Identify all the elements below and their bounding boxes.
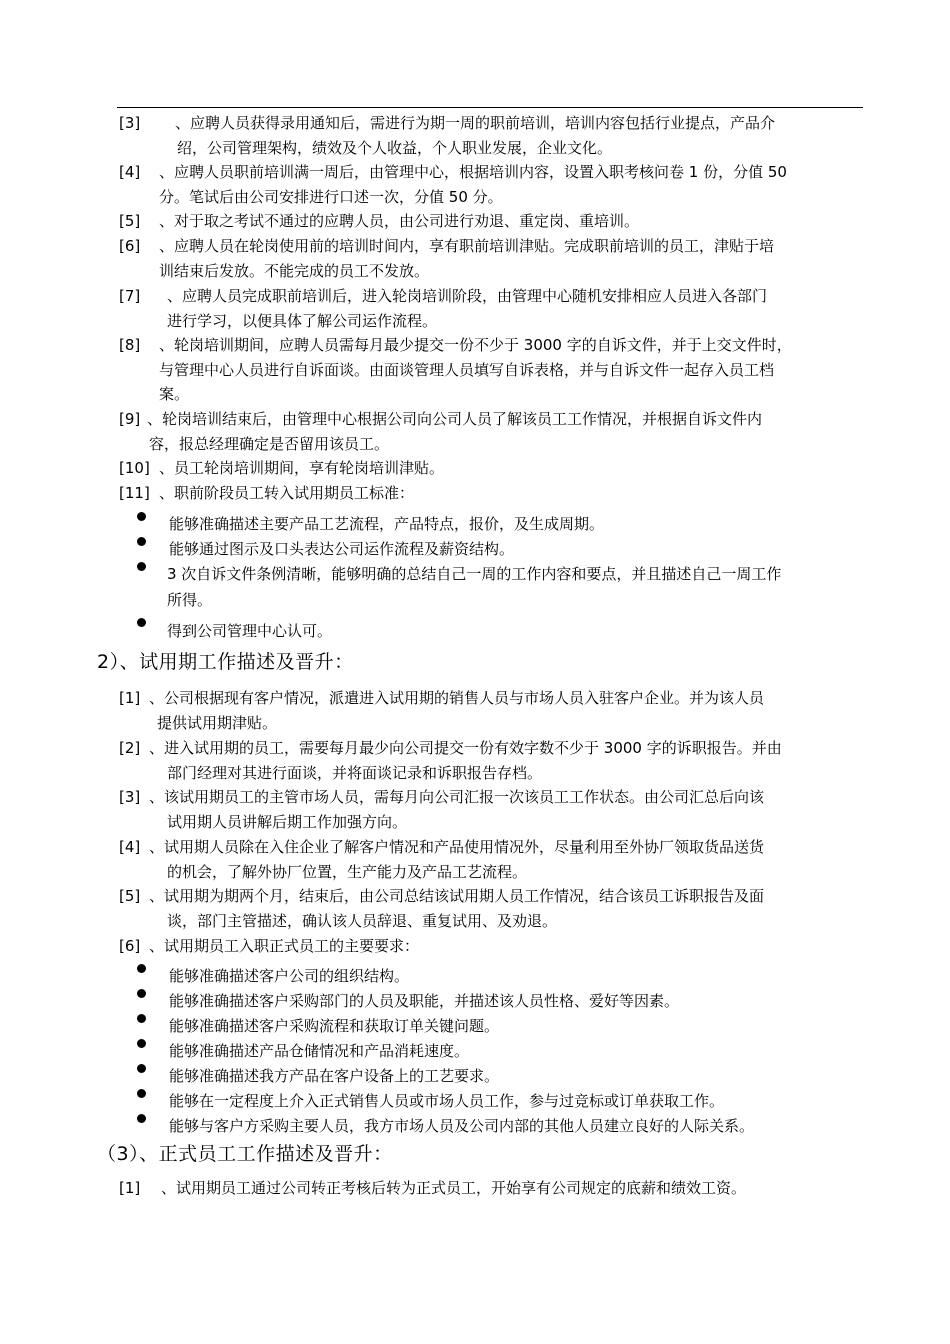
item-text: 训结束后发放。不能完成的员工不发放。 — [159, 261, 430, 280]
bullet-dot — [137, 1089, 146, 1098]
bullet-item: 3 次自诉文件条例清晰，能够明确的总结自己一周的工作内容和要点，并且描述自己一周工作 — [167, 565, 782, 583]
item-number: [5] — [119, 887, 141, 905]
bullet-dot — [137, 1114, 146, 1123]
bullet-item-continued: 所得。 — [167, 591, 213, 609]
bullet-item: 能够准确描述客户采购部门的人员及职能，并描述该人员性格、爱好等因素。 — [169, 992, 680, 1010]
bullet-item: 能够通过图示及口头表达公司运作流程及薪资结构。 — [169, 540, 515, 558]
bullet-item: 能够准确描述客户公司的组织结构。 — [169, 967, 410, 985]
bullet-dot — [137, 989, 146, 998]
item-text: 、试用期为期两个月，结束后，由公司总结该试用期人员工作情况，结合该员工诉职报告及面 — [149, 887, 765, 905]
item-text: 案。 — [159, 385, 190, 403]
bullet-dot — [137, 1064, 146, 1073]
item-number: [7] — [119, 287, 141, 305]
item-text: 、进入试用期的员工，需要每月最少向公司提交一份有效字数不少于 3000 字的诉职报告。并由 — [149, 739, 782, 757]
bullet-item: 得到公司管理中心认可。 — [167, 622, 333, 640]
item-text: 、应聘人员在轮岗使用前的培训时间内，享有职前培训津贴。完成职前培训的员工，津贴于培 — [159, 237, 775, 255]
bullet-dot — [137, 1039, 146, 1048]
bullet-dot — [137, 1014, 146, 1023]
item-text: 、试用期员工入职正式员工的主要要求： — [149, 937, 420, 955]
item-text: 容，报总经理确定是否留用该员工。 — [149, 434, 390, 453]
bullet-item: 能够准确描述我方产品在客户设备上的工艺要求。 — [169, 1067, 500, 1085]
bullet-item: 能够准确描述产品仓储情况和产品消耗速度。 — [169, 1042, 470, 1060]
item-number: [3] — [119, 114, 141, 132]
item-text: 谈，部门主管描述，确认该人员辞退、重复试用、及劝退。 — [167, 911, 558, 930]
item-text: 与管理中心人员进行自诉面谈。由面谈管理人员填写自诉表格，并与自诉文件一起存入员工档 — [159, 360, 775, 379]
item-text: 进行学习，以便具体了解公司运作流程。 — [167, 311, 438, 330]
item-text: 、应聘人员获得录用通知后，需进行为期一周的职前培训，培训内容包括行业提点，产品介 — [175, 114, 776, 132]
item-number: [6] — [119, 237, 141, 255]
item-number: [4] — [119, 838, 141, 856]
item-text: 、职前阶段员工转入试用期员工标准： — [159, 484, 415, 502]
item-text: 、公司根据现有客户情况，派遣进入试用期的销售人员与市场人员入驻客户企业。并为该人员 — [149, 689, 765, 707]
item-number: [10] — [119, 459, 150, 477]
item-number: [1] — [119, 1179, 141, 1197]
item-text: 分。笔试后由公司安排进行口述一次，分值 50 分。 — [159, 187, 503, 206]
item-text: 提供试用期津贴。 — [157, 713, 278, 732]
item-text: 部门经理对其进行面谈，并将面谈记录和诉职报告存档。 — [167, 763, 543, 782]
bullet-item: 能够准确描述客户采购流程和获取订单关键问题。 — [169, 1017, 500, 1035]
item-text: 绍，公司管理架构，绩效及个人收益，个人职业发展，企业文化。 — [177, 138, 613, 157]
item-number: [8] — [119, 336, 141, 354]
item-text: 、试用期人员除在入住企业了解客户情况和产品使用情况外，尽量利用至外协厂领取货品送货 — [149, 838, 765, 856]
item-text: 的机会，了解外协厂位置，生产能力及产品工艺流程。 — [167, 862, 528, 881]
bullet-dot — [137, 964, 146, 973]
bullet-dot — [137, 562, 146, 571]
header-rule — [117, 107, 863, 108]
bullet-dot — [137, 618, 146, 627]
item-number: [1] — [119, 689, 141, 707]
item-number: [6] — [119, 937, 141, 955]
bullet-item: 能够准确描述主要产品工艺流程，产品特点，报价，及生成周期。 — [169, 515, 605, 533]
bullet-item: 能够在一定程度上介入正式销售人员或市场人员工作，参与过竞标或订单获取工作。 — [169, 1092, 725, 1110]
section-heading: 2）、试用期工作描述及晋升： — [97, 651, 354, 673]
item-text: 、轮岗培训结束后，由管理中心根据公司向公司人员了解该员工工作情况，并根据自诉文件内 — [147, 410, 763, 428]
item-number: [9] — [119, 410, 141, 428]
item-text: 、应聘人员职前培训满一周后，由管理中心，根据培训内容，设置入职考核问卷 1 份，分值 50 — [159, 163, 787, 181]
bullet-item: 能够与客户方采购主要人员，我方市场人员及公司内部的其他人员建立良好的人际关系。 — [169, 1117, 755, 1135]
bullet-dot — [137, 512, 146, 521]
item-number: [2] — [119, 739, 141, 757]
item-number: [3] — [119, 788, 141, 806]
item-text: 、应聘人员完成职前培训后，进入轮岗培训阶段，由管理中心随机安排相应人员进入各部门 — [167, 287, 768, 305]
section-heading: （3）、正式员工工作描述及晋升： — [97, 1143, 393, 1165]
item-text: 、轮岗培训期间，应聘人员需每月最少提交一份不少于 3000 字的自诉文件，并于上交文件时， — [159, 336, 792, 354]
item-text: 、试用期员工通过公司转正考核后转为正式员工，开始享有公司规定的底薪和绩效工资。 — [161, 1179, 747, 1197]
item-text: 试用期人员讲解后期工作加强方向。 — [167, 812, 408, 831]
item-text: 、员工轮岗培训期间，享有轮岗培训津贴。 — [159, 459, 445, 477]
item-number: [11] — [119, 484, 150, 502]
item-text: 、对于取之考试不通过的应聘人员，由公司进行劝退、重定岗、重培训。 — [159, 212, 640, 230]
item-text: 、该试用期员工的主管市场人员，需每月向公司汇报一次该员工工作状态。由公司汇总后向该 — [149, 788, 765, 806]
item-number: [5] — [119, 212, 141, 230]
bullet-dot — [137, 537, 146, 546]
item-number: [4] — [119, 163, 141, 181]
